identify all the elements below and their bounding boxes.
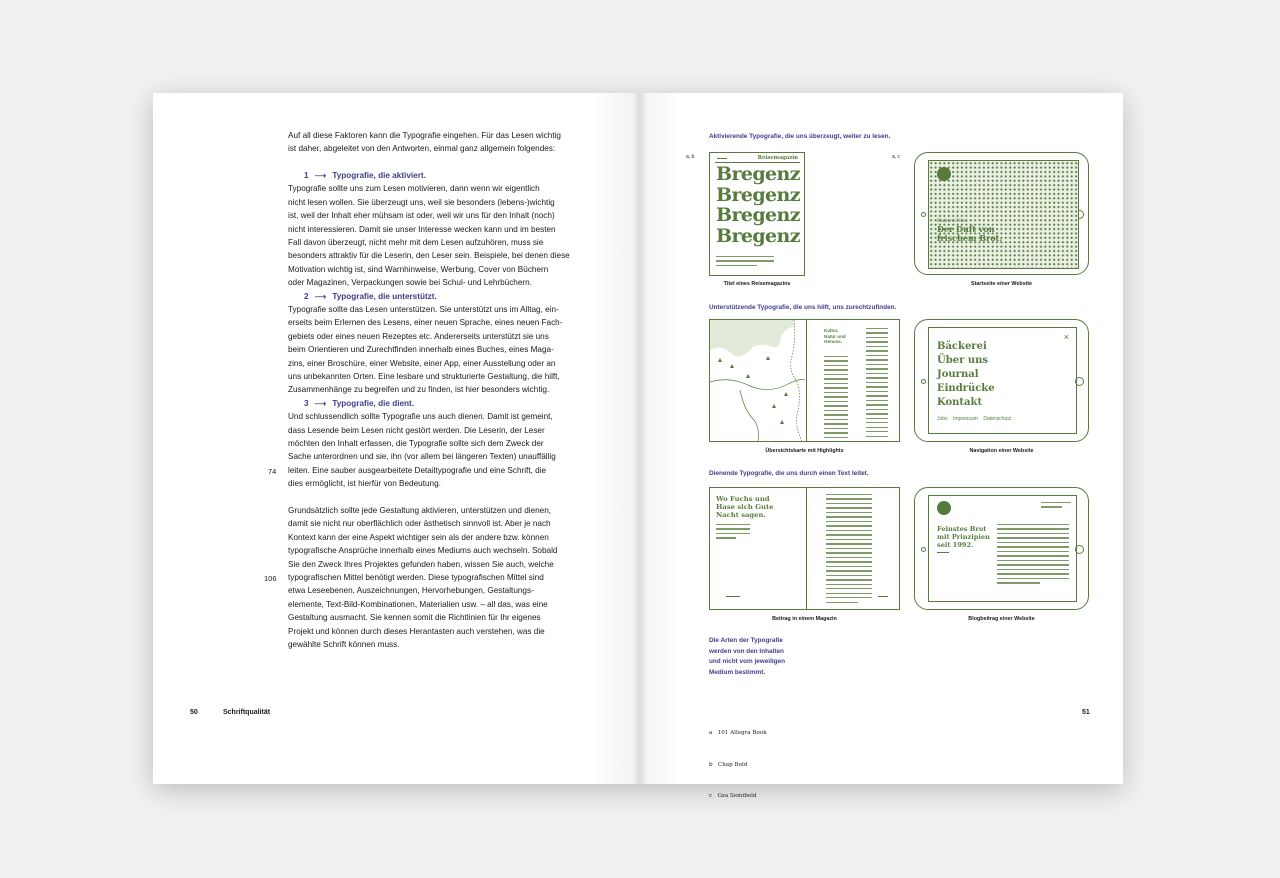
map-road [710,380,805,390]
caption: Blogbeitrag einer Website [968,616,1035,622]
nav-screen [928,327,1077,434]
nav-item-journal[interactable]: Journal [937,369,979,380]
menu-placeholder [1041,502,1071,511]
map-title-line: Kultur, [824,328,839,333]
font-mark: a, b [686,154,695,160]
spread-fold [806,488,807,609]
logo-circle [937,501,951,515]
section-title: Typografie, die aktiviert. [332,171,426,180]
arrow-icon: ⟶ [314,398,327,408]
arrow-icon: ⟶ [314,291,327,301]
article-title [716,495,773,519]
text-line: Grundsätzlich sollte jede Gestaltung aktivieren, unterstützen und dienen, [288,506,552,515]
text-line: Sie den Zweck Ihres Projektes gefunden haben, wissen Sie auch, welche [288,559,554,569]
text-line: Kontext kann der eine Aspekt wichtiger sein als der andere bzw. können [288,532,549,542]
magazine-title-stack [716,164,800,246]
camera-icon [921,212,926,217]
caption: Beitrag in einem Magazin [772,616,837,622]
caption: Titel eines Reisemagazins [723,281,791,287]
nav-menu [937,340,995,410]
margin-reference: 106 [264,574,277,583]
text-placeholder [997,524,1069,587]
arrow-icon: ⟶ [314,171,327,180]
decor-rule [717,158,727,159]
map-water [710,320,794,356]
magazine-word: Bregenz [716,163,800,185]
book-gutter-shadow [593,93,683,784]
blog-screen [928,495,1077,602]
text-line: gebiets oder eines neuen Rezeptes etc. Andererseits unterstützt sie uns [288,331,549,341]
blog-title-line: Feinstes Brot [937,525,987,533]
nav-item-kontakt[interactable]: Kontakt [937,397,983,408]
text-line: Typografie sollte das Lesen unterstützen. Sie unterstützt uns im Alltag, ein- [288,305,559,315]
article-title-line: Nacht sagen. [716,511,766,519]
footnote-line: b Chap Bold [709,761,748,768]
decor-rule [726,596,740,597]
page-number: 50 [190,709,198,716]
section-heading [288,397,570,410]
text-line: erseits beim Erlernen des Lesens, einer neuen Sprache, eines neuen Fach- [288,318,563,328]
section-title: Aktivierende Typografie, die uns überzeugt, weiter zu lesen. [709,133,891,140]
camera-icon [921,547,926,552]
map-marker [766,356,770,360]
text-placeholder [824,356,848,441]
footnote-line: c Gza Semibold [709,793,757,799]
tablet-small-label: Bäckerei Hatz [937,218,968,223]
map-marker [784,392,788,396]
logo-circle [937,167,951,181]
book-spread [153,93,1123,799]
caption: Navigation einer Website [969,448,1034,454]
map-illustration [710,320,806,441]
text-line: Motivation wichtig ist, sind Warnhinweise, Werbung, Cover von Büchern [288,264,549,274]
bread-photo [928,160,1079,269]
text-line: möchten den Inhalt erfassen, die Typografie sollte sich dem Zweck der [288,439,544,449]
text-line: ist, weil der Inhalt eher mühsam ist oder, weil wir uns für den Inhalt (noch) [288,211,555,221]
tablet-frame [914,319,1089,442]
section-title: Unterstützende Typografie, die uns hilft, uns zurechtzufinden. [709,304,897,311]
text-line: Typografie sollte uns zum Lesen motivieren, dann wenn wir eigentlich [288,184,540,194]
spread-fold [806,320,807,441]
note-line: werden von den Inhalten [709,647,784,655]
footnote-line: a 101 Allegra Book [709,730,767,736]
note-line: Medium bestimmt. [709,668,766,676]
headline-line: frischem Brot. [937,233,1003,243]
nav-item-baeckerei[interactable]: Bäckerei [937,341,987,352]
map-title-line: Genuss. [824,339,843,345]
text-line: uns unbekannten Orten. Eine lesbare und strukturierte Gestaltung, die hilft, [288,372,560,382]
section-title: Typografie, die dient. [332,398,415,408]
left-intro [288,129,561,156]
map-road [740,390,759,441]
magazine-kicker: Reisemagazin [757,155,798,161]
camera-icon [921,379,926,384]
close-icon[interactable]: × [1063,332,1069,342]
sidenote [709,636,785,678]
text-line: damit sie nicht nur oberflächlich oder ästhetisch sinnvoll ist. Aber je nach [288,519,551,529]
article-spread [709,487,900,610]
map-marker [730,364,734,368]
running-head: Schriftqualität [223,709,271,716]
font-mark: a, c [892,154,901,160]
text-line: dass Lesende beim Lesen nicht gestört werden. Die Leserin, der Leser [288,425,545,435]
caption: Übersichtskarte mit Highlights [765,448,844,454]
section-title: Dienende Typografie, die uns durch einen Text leitet. [709,470,869,477]
map-title-line: Natur und [824,333,846,339]
text-line: Fall davon überzeugt, nicht mehr mit dem Lesen aufzuhören, muss sie [288,238,544,248]
text-line: Auf all diese Faktoren kann die Typografie eingehen. Für das Lesen wichtig [288,131,561,140]
section-title: Typografie, die unterstützt. [332,291,437,301]
text-line: zins, einer Broschüre, einer Website, einer App, einer Ausstellung oder an [288,358,556,368]
caption: Startseite einer Website [970,281,1033,287]
font-footnotes [709,707,767,823]
blog-title-line: seit 1992. [937,541,974,549]
section-heading [288,169,570,182]
section-heading [288,290,570,303]
section-number: 2 [304,291,309,301]
text-line: leiten. Eine sauber ausgearbeitete Detailtypografie und eine Schrift, die [288,465,547,475]
nav-item-eindruecke[interactable]: Eindrücke [937,383,995,394]
left-closing [288,504,557,651]
left-sections [288,169,570,491]
text-line: Sache unterordnen und sie, ihn (vor allem bei längeren Texten) unauffällig [288,452,556,462]
tablet-frame [914,152,1089,275]
footer-link-impressum[interactable]: Impressum [953,416,978,422]
text-placeholder [716,256,774,269]
magazine-word: Bregenz [716,183,800,206]
map-spread [709,319,900,442]
footer-link-jobs[interactable]: Jobs [937,416,948,422]
magazine-word: Bregenz [716,204,800,226]
text-line: ist daher, abgeleitet von den Antworten, einmal ganz allgemein folgendes: [288,144,556,154]
text-line: typografischen Mittel benötigt werden. Diese typografischen Mittel sind [288,573,544,583]
decor-rule [937,552,949,553]
article-title-line: Wo Fuchs und [716,495,770,503]
blog-title [937,525,990,549]
map-marker [746,374,750,378]
text-placeholder [826,494,872,606]
map-marker [718,358,722,362]
article-title-line: Hase sich Gute [716,503,774,511]
note-line: und nicht vom jeweiligen [709,658,785,665]
text-line: Projekt und können durch dieses Herantasten auch verstehen, was die [288,626,545,636]
tablet-headline [937,225,1002,243]
text-line: gewählte Schrift können muss. [288,640,400,650]
magazine-cover [709,152,805,276]
text-line: nicht lesen wollen. Sie überzeugt uns, weil sie besonders (lebens-)wichtig [288,197,555,207]
text-placeholder [866,328,888,440]
text-line: Und schlussendlich sollte Typografie uns auch dienen. Damit ist gemeint, [288,412,553,422]
tablet-frame [914,487,1089,610]
nav-footer [937,416,1011,422]
text-line: besonders attraktiv für die Leserin, den Leser sein. Beispiele, bei denen diese [288,251,570,261]
headline-line: Der Duft von [937,224,995,234]
text-placeholder [716,524,750,542]
magazine-word: Bregenz [716,224,800,247]
margin-reference: 74 [268,467,277,476]
text-line: beim Orientieren und Zurechtfinden innerhalb eines Buches, eines Maga- [288,345,554,355]
text-line: etwa Leseebenen, Auszeichnungen, Hervorhebungen, Gestaltungs- [288,586,534,596]
decor-rule [878,596,888,597]
footer-link-datenschutz[interactable]: Datenschutz [983,416,1012,422]
text-line: oder Magazinen, Verpackungen sowie bei Schul- und Lehrbüchern. [288,278,532,288]
text-line: typografische Ansprüche innerhalb eines Mediums auch wechseln. Sobald [288,546,558,556]
section-number: 3 [304,398,309,408]
section-number: 1 [304,171,309,180]
map-marker [772,404,776,408]
note-line: Die Arten der Typografie [709,637,783,644]
map-title [824,328,846,345]
blog-title-line: mit Prinzipien [937,533,990,541]
text-line: nicht interessieren. Damit sie unser Interesse wecken kann und im besten [288,224,556,234]
text-line: Zusammenhänge zu begreifen und zu finden, ist hier besonders wichtig. [288,385,550,395]
page-number: 51 [1082,709,1090,716]
map-marker [780,420,784,424]
text-line: Gestaltung ausmacht. Sie kennen somit die Richtlinien für Ihr eigenes [288,613,541,623]
text-line: dies ermöglicht, ist hierfür von Bedeutung. [288,479,441,489]
nav-item-ueber-uns[interactable]: Über uns [937,355,988,366]
text-line: elemente, Text-Bild-Kombinationen, Materialien usw. – all das, was eine [288,599,548,609]
